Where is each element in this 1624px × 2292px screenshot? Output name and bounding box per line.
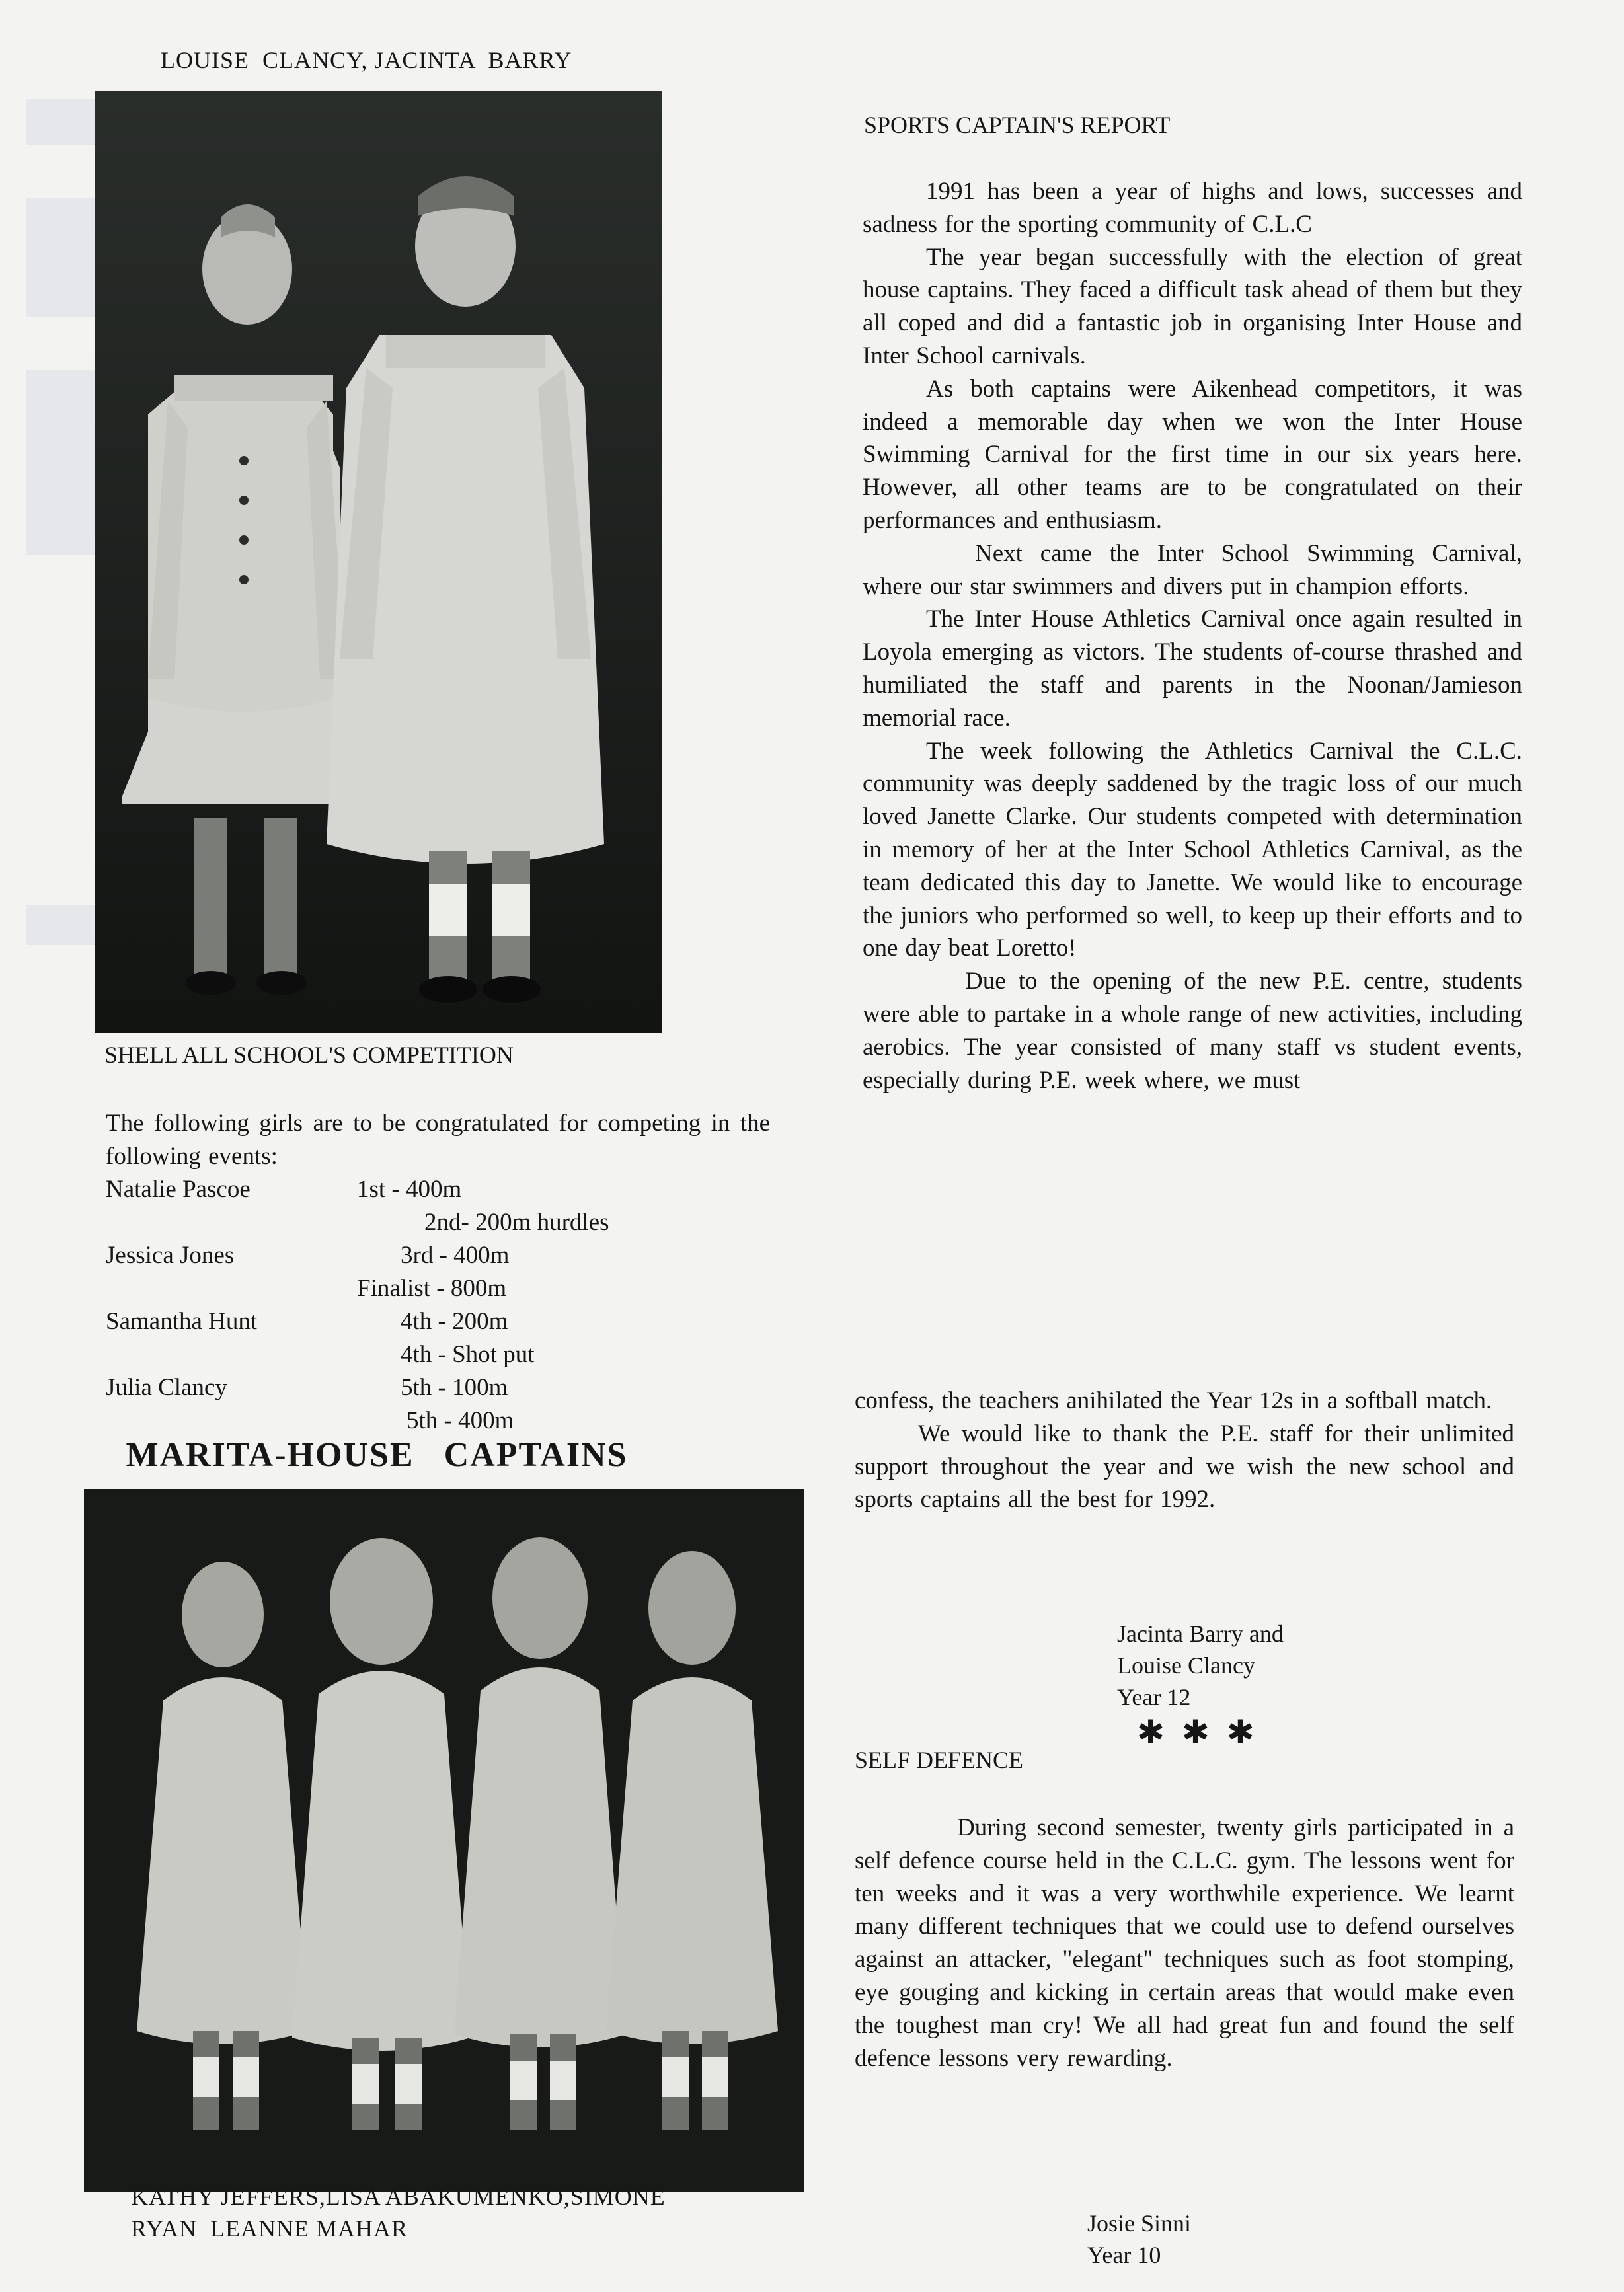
captains-photo (95, 91, 662, 1033)
section-separator: ✱✱✱ (1137, 1714, 1272, 1751)
result-entry (106, 1371, 773, 1437)
top-photo-caption: LOUISE CLANCY, JACINTA BARRY (161, 47, 572, 73)
shell-heading: SHELL ALL SCHOOL'S COMPETITION (104, 1042, 514, 1068)
report-paragraph: Next came the Inter School Swimming Carnival, where our star swimmers and divers put in champion efforts. (863, 539, 1522, 600)
result-entry (106, 1173, 773, 1239)
report-paragraph: confess, the teachers anihilated the Year 12s in a softball match. (855, 1387, 1492, 1414)
marita-captains-photo-illustration (84, 1489, 804, 2192)
signature-line: Year 12 (1117, 1684, 1191, 1710)
sports-report-signature (1117, 1618, 1284, 1713)
marita-captains-photo (84, 1489, 804, 2192)
self-defence-heading: SELF DEFENCE (855, 1747, 1024, 1773)
sports-report-body-part1 (863, 175, 1522, 1096)
bleed-through-mark (26, 99, 99, 145)
competitor-result: 3rd - 400m (401, 1242, 510, 1269)
sports-report-heading: SPORTS CAPTAIN'S REPORT (864, 112, 1171, 138)
signature-line: Louise Clancy (1117, 1652, 1255, 1679)
report-paragraph: The Inter House Athletics Carnival once again resulted in Loyola emerging as victors. The students of-course thrashed and humiliated the staff and parents in the Noonan/Jamieson memorial race. (863, 605, 1522, 732)
self-defence-body (855, 1812, 1514, 2075)
competitor-result: 5th - 100m (401, 1374, 508, 1401)
competitor-result: Finalist - 800m (357, 1275, 507, 1302)
competitor-result: 4th - Shot put (401, 1341, 535, 1368)
sports-report-body-part2 (855, 1385, 1514, 1516)
competitor-result: 1st - 400m (357, 1176, 462, 1203)
captains-photo-illustration (95, 91, 662, 1033)
marita-caption-line1: KATHY JEFFERS,LISA ABAKUMENKO,SIMONE (131, 2184, 666, 2210)
report-paragraph: The week following the Athletics Carnival the C.L.C. community was deeply saddened by the tragic loss of our much loved Janette Clarke. Our students competed with determination in memory of her at the Inter School Athletics Carnival, as the team dedicated this day to Janette. We would like to encourage the juniors who performed so well, to keep up their efforts and to one day beat Loretto! (863, 737, 1522, 962)
competitor-result: 4th - 200m (401, 1308, 508, 1335)
signature-line: Year 10 (1087, 2242, 1161, 2268)
competitor-name: Jessica Jones (106, 1242, 235, 1269)
signature-line: Josie Sinni (1087, 2210, 1192, 2236)
report-paragraph: We would like to thank the P.E. staff for their unlimited support throughout the year and we wish the new school and sports captains all the best for 1992. (855, 1420, 1514, 1513)
bleed-through-mark (26, 198, 99, 317)
report-paragraph: Due to the opening of the new P.E. centre, students were able to partake in a whole range of new activities, including aerobics. The year consisted of many staff vs student events, especially during P.E. week where, we must (863, 968, 1522, 1094)
marita-caption-line2: RYAN LEANNE MAHAR (131, 2215, 408, 2242)
report-paragraph: As both captains were Aikenhead competitors, it was indeed a memorable day when we won the Inter House Swimming Carnival for the first time in our six years here. However, all other teams are to be congratulated on their performances and enthusiasm. (863, 375, 1522, 534)
report-paragraph: The year began successfully with the election of great house captains. They faced a difficult task ahead of them but they all coped and did a fantastic job in organising Inter House and Inter School carnivals. (863, 243, 1522, 369)
bleed-through-mark (26, 905, 99, 945)
shell-results-list (106, 1173, 773, 1437)
result-entry (106, 1239, 773, 1305)
competitor-result: 5th - 400m (406, 1407, 514, 1434)
result-entry (106, 1305, 773, 1371)
report-paragraph: 1991 has been a year of highs and lows, successes and sadness for the sporting community of C.L.C (863, 178, 1522, 238)
competitor-name: Julia Clancy (106, 1374, 227, 1401)
self-defence-paragraph: During second semester, twenty girls participated in a self defence course held in the C.L.C. gym. The lessons went for ten weeks and it was a very worthwhile experience. We learnt many different techniques that we could use to defend ourselves against an attacker, "elegant" techniques such as foot stomping, eye gouging and kicking in certain areas that would make even the toughest man cry! We all had great fun and found the self defence lessons very rewarding. (855, 1814, 1514, 2072)
bleed-through-mark (26, 370, 99, 555)
competitor-name: Natalie Pascoe (106, 1176, 251, 1203)
shell-intro: The following girls are to be congratulated for competing in the following events: (106, 1110, 770, 1170)
competitor-result: 2nd- 200m hurdles (424, 1209, 609, 1236)
competitor-name: Samantha Hunt (106, 1308, 258, 1335)
signature-line: Jacinta Barry and (1117, 1621, 1284, 1647)
self-defence-signature (1087, 2207, 1191, 2271)
marita-title: MARITA-HOUSE CAPTAINS (126, 1436, 628, 1474)
